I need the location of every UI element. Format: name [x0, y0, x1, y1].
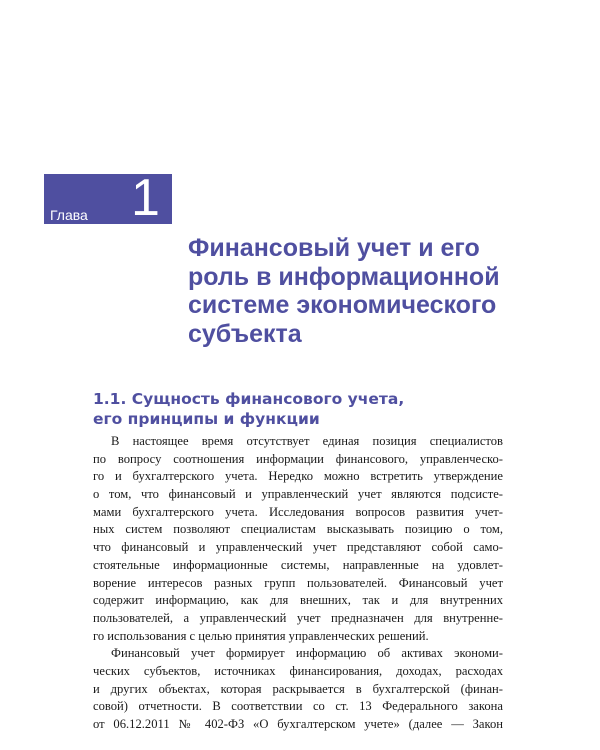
- paragraph-line: го и бухгалтерского учета. Нередко можно встретить утверждение: [93, 469, 503, 484]
- paragraph-line: пользователей, а управленческий учет предназначен для внутренне-: [93, 610, 503, 625]
- paragraph-line: содержит информацию, как для внешних, так и для внутренних: [93, 593, 503, 608]
- paragraph-line: от 06.12.2011 № 402-ФЗ «О бухгалтерском учете» (далее — Закон: [93, 717, 503, 731]
- paragraph-line: В настоящее время отсутствует единая позиция специалистов: [111, 434, 503, 448]
- paragraph-line: ворение интересов разных групп пользователей. Финансовый учет: [93, 575, 503, 590]
- paragraph-line: мами бухгалтерского учета. Исследования вопросов развития учет-: [93, 504, 503, 519]
- paragraph-line: что финансовый и управленческий учет представляют собой само-: [93, 540, 503, 555]
- paragraph: [93, 645, 503, 733]
- section-heading: [93, 390, 413, 429]
- section-heading-line: 1.1. Сущность финансового учета,: [93, 390, 405, 408]
- chapter-label: Глава: [50, 207, 88, 223]
- paragraph-line: совой) отчетности. В соответствии со ст. 13 Федерального закона: [93, 699, 503, 714]
- paragraph-line: ческих субъектов, источниках финансирования, доходах, расходах: [93, 663, 503, 678]
- chapter-number: 1: [131, 169, 160, 227]
- paragraph-line: Финансовый учет формирует информацию об активах экономи-: [111, 646, 503, 661]
- paragraph-line: и других объектах, которая раскрывается в бухгалтерской (финан-: [93, 681, 503, 696]
- paragraph-line: го использования с целью принятия управленческих решений.: [93, 628, 429, 643]
- chapter-title-line: субъекта: [188, 319, 302, 348]
- paragraph-line: ных систем позволяют специалистам высказывать позицию о том,: [93, 522, 503, 537]
- body-text: [93, 433, 503, 734]
- paragraph-line: по вопросу соотношения информации финансового, управленческо-: [93, 451, 503, 466]
- paragraph-line: стоятельные информационные системы, направленные на удовлет-: [93, 557, 503, 572]
- section-heading-line: его принципы и функции: [93, 409, 320, 428]
- paragraph-line: о том, что финансовый и управленческий учет являются подсисте-: [93, 487, 503, 502]
- chapter-title-line: системе экономического: [188, 291, 497, 319]
- paragraph: [93, 433, 503, 645]
- chapter-title-line: роль в информационной: [188, 262, 500, 291]
- chapter-title: [188, 234, 548, 348]
- chapter-title-line: Финансовый учет и его: [188, 234, 480, 262]
